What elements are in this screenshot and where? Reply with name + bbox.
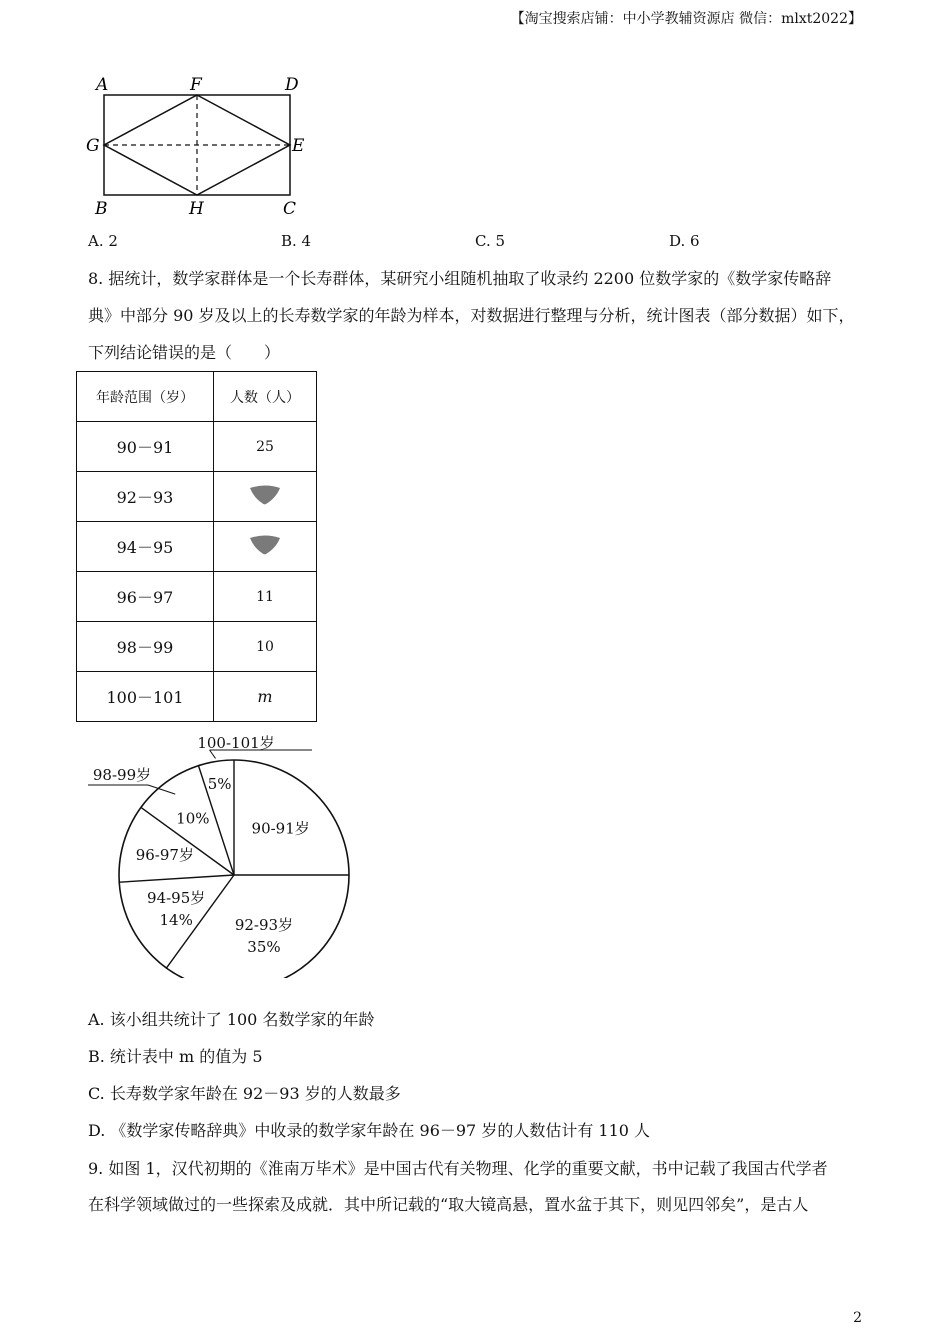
pie-divider-3 <box>119 875 234 882</box>
q9-line1: 9. 如图 1，汉代初期的《淮南万毕术》是中国古代有关物理、化学的重要文献，书中记载了我国古代学者 <box>88 1159 828 1178</box>
q8-choice-b: B. 统计表中 m 的值为 5 <box>88 1047 263 1066</box>
row-count: 10 <box>214 622 317 672</box>
rectangle-figure <box>80 70 320 222</box>
pie-slice-label: 100-101岁 <box>197 734 275 752</box>
statistics-table <box>76 371 317 722</box>
row-count-stained <box>214 522 317 572</box>
pie-slice-label: 96-97岁 <box>135 845 194 864</box>
page-number: 2 <box>853 1310 862 1326</box>
q7-choice-a: A. 2 <box>88 232 118 250</box>
label-b: B <box>95 199 108 219</box>
pie-chart <box>80 728 380 978</box>
row-range: 96－97 <box>77 572 214 622</box>
ink-stain-icon <box>248 484 282 506</box>
page-header: 【淘宝搜索店铺：中小学教辅资源店 微信：mlxt2022】 <box>510 11 862 27</box>
q8-choice-c: C. 长寿数学家年龄在 92－93 岁的人数最多 <box>88 1084 401 1103</box>
label-c: C <box>283 199 297 219</box>
row-range: 100－101 <box>77 672 214 722</box>
label-h: H <box>189 199 204 219</box>
q8-line3: 下列结论错误的是（ ） <box>88 343 281 362</box>
row-count: 11 <box>214 572 317 622</box>
header-age-range: 年龄范围（岁） <box>77 372 214 422</box>
q8-choice-d: D. 《数学家传略辞典》中收录的数学家年龄在 96－97 岁的人数估计有 110 人 <box>88 1121 651 1140</box>
pie-slice-label: 98-99岁 <box>92 766 152 784</box>
label-d: D <box>285 75 299 95</box>
row-range: 90－91 <box>77 422 214 472</box>
label-g: G <box>86 136 100 156</box>
pie-slice-label: 90-91岁 <box>251 819 310 838</box>
q9-line2: 在科学领域做过的一些探索及成就．其中所记载的“取大镜高悬，置水盆于其下，则见四邻矣”，是古人 <box>88 1195 809 1214</box>
q7-choice-b: B. 4 <box>281 232 312 250</box>
pie-slice-pct: 35% <box>247 937 281 956</box>
q8-line2: 典》中部分 90 岁及以上的长寿数学家的年龄为样本，对数据进行整理与分析，统计图表（部分数据）如下， <box>88 306 855 325</box>
row-count: m <box>214 672 317 722</box>
label-a: A <box>96 75 109 95</box>
q8-choice-a: A. 该小组共统计了 100 名数学家的年龄 <box>88 1010 375 1029</box>
ink-stain-icon <box>248 534 282 556</box>
q7-choice-c: C. 5 <box>475 232 506 250</box>
row-range: 92－93 <box>77 472 214 522</box>
row-count-stained <box>214 472 317 522</box>
label-e: E <box>292 136 305 156</box>
row-range: 98－99 <box>77 622 214 672</box>
row-count: 25 <box>214 422 317 472</box>
pie-slice-pct: 5% <box>207 775 232 794</box>
row-range: 94－95 <box>77 522 214 572</box>
pie-slice-label: 94-95岁 <box>147 888 206 907</box>
q7-choice-d: D. 6 <box>669 232 700 250</box>
pie-slice-pct: 10% <box>176 809 210 828</box>
q8-line1: 8. 据统计，数学家群体是一个长寿群体，某研究小组随机抽取了收录约 2200 位数学家的《数学家传略辞 <box>88 269 832 288</box>
header-count: 人数（人） <box>214 372 317 422</box>
label-f: F <box>190 75 202 95</box>
pie-slice-pct: 14% <box>159 910 193 929</box>
pie-slice-label: 92-93岁 <box>234 915 294 934</box>
